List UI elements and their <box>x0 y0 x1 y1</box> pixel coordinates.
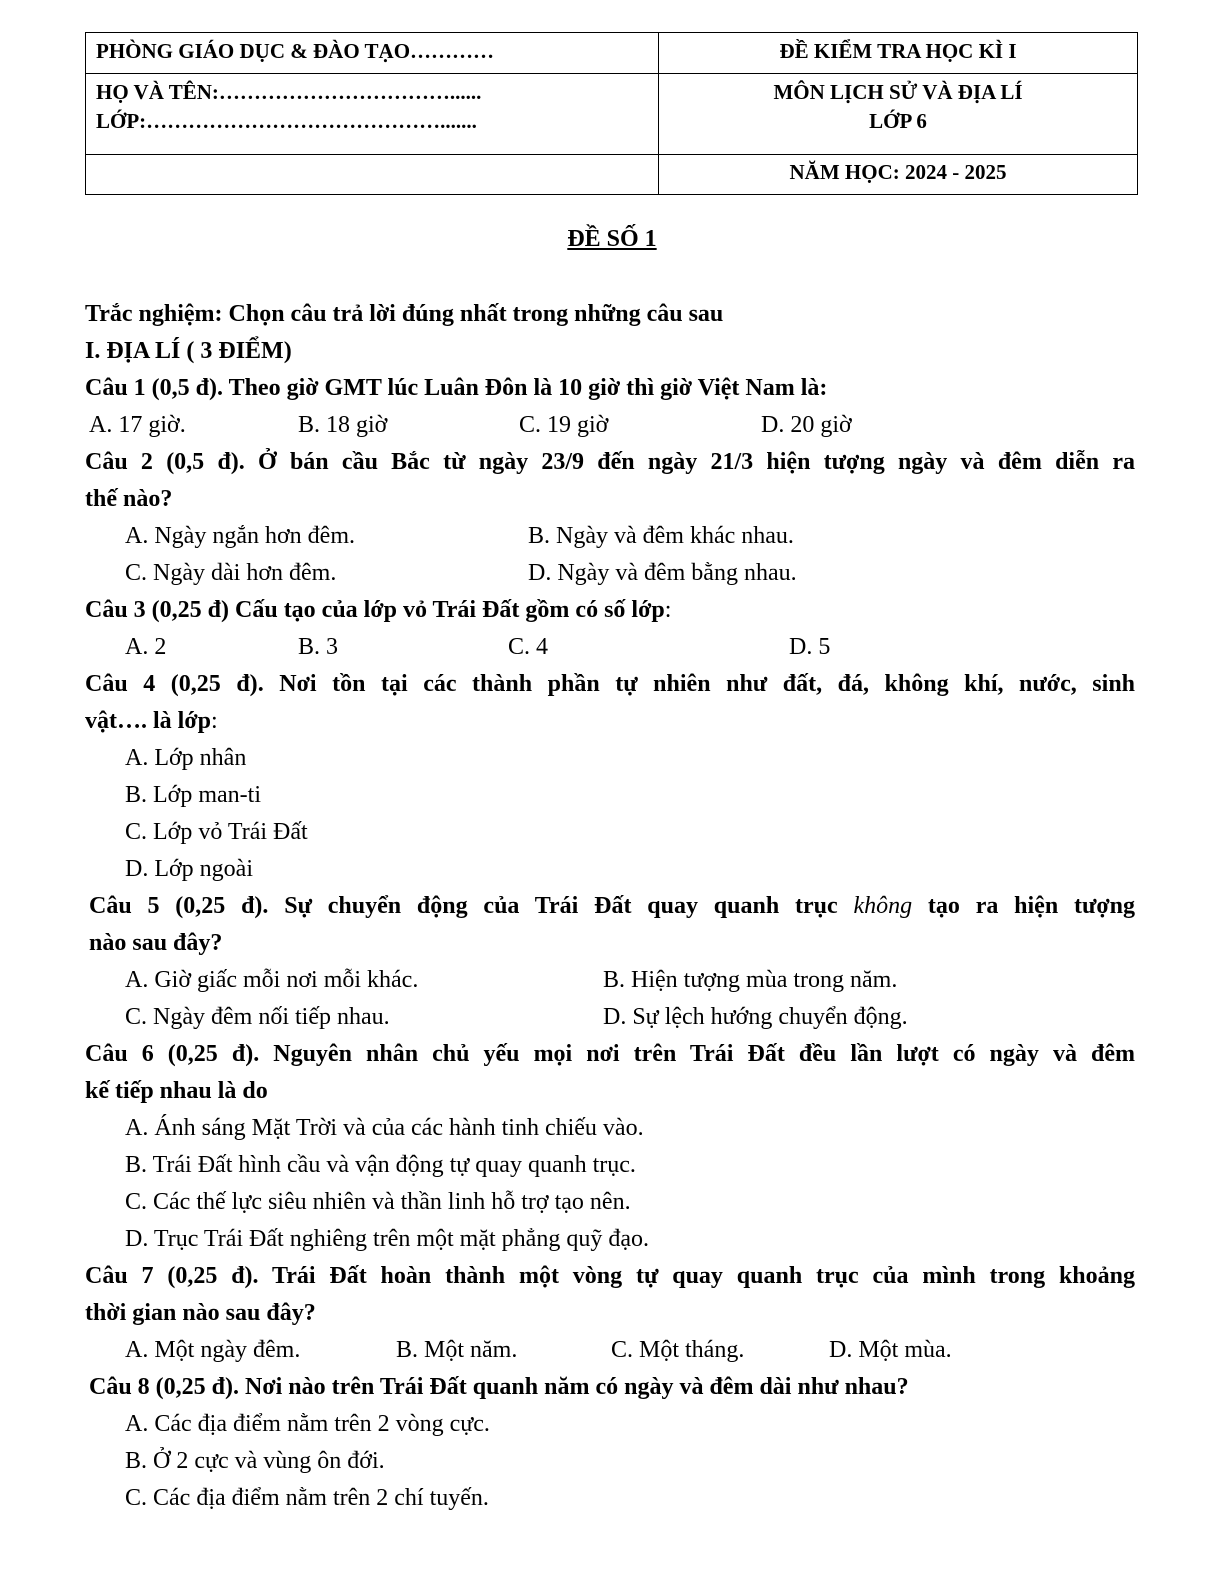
option-b: B. 3 <box>298 634 339 660</box>
option-d: D. 20 giờ <box>761 412 852 438</box>
question-5-options-row-1 <box>85 962 1135 999</box>
question-3-text: Câu 3 (0,25 đ) Cấu tạo của lớp vỏ Trái Đất gồm có số lớp <box>85 597 665 623</box>
option-b: B. Lớp man-ti <box>125 782 262 808</box>
option-c: C. Một tháng. <box>611 1337 745 1363</box>
question-4-text: . Nơi tồn tại các thành phần tự nhiên như đất, đá, không khí, nước, sinh <box>257 671 1136 697</box>
question-3-colon: : <box>664 597 672 623</box>
option-b: B. Một năm. <box>396 1337 518 1363</box>
option-d: D. Ngày và đêm bằng nhau. <box>528 560 797 586</box>
student-info-cell <box>86 74 659 155</box>
subject-cell <box>659 74 1138 155</box>
option-d: D. Một mùa. <box>829 1337 952 1363</box>
question-7-line-1: Câu 7 (0,25 đ). Trái Đất hoàn thành một vòng tự quay quanh trục của mình trong khoảng <box>85 1263 1135 1289</box>
question-6-line-1: Câu 6 (0,25 đ). Nguyên nhân chủ yếu mọi nơi trên Trái Đất đều lần lượt có ngày và đêm <box>85 1041 1135 1067</box>
option-b: B. Ở 2 cực và vùng ôn đới. <box>125 1448 385 1474</box>
question-7-line-2: thời gian nào sau đây? <box>85 1300 316 1326</box>
option-b: B. Trái Đất hình cầu và vận động tự quay quanh trục. <box>125 1152 636 1178</box>
department-cell <box>86 33 659 74</box>
school-year-cell <box>659 155 1138 195</box>
option-a: A. Giờ giấc mỗi nơi mỗi khác. <box>125 967 419 993</box>
option-a: A. Ngày ngắn hơn đêm. <box>125 523 355 549</box>
question-1: Câu 1 (0,5 đ). Theo giờ GMT lúc Luân Đôn là 10 giờ thì giờ Việt Nam là: <box>85 375 828 401</box>
option-a: A. 2 <box>125 634 167 660</box>
question-5-text-pre: Câu 5 (0,25 đ). Sự chuyển động của Trái Đất quay quanh trục <box>89 893 838 919</box>
question-5-text-post: tạo ra hiện tượng <box>927 893 1136 919</box>
option-c: C. Ngày đêm nối tiếp nhau. <box>125 1004 390 1030</box>
exam-title: ĐỀ KIỂM TRA HỌC KÌ I <box>779 39 1017 63</box>
question-2-line-1: Câu 2 (0,5 đ). Ở bán cầu Bắc từ ngày 23/9 đến ngày 21/3 hiện tượng ngày và đêm diễn ra <box>85 449 1135 475</box>
question-2-options-row-2 <box>85 555 1135 592</box>
option-a: A. Một ngày đêm. <box>125 1337 301 1363</box>
option-c: C. Các địa điểm nằm trên 2 chí tuyến. <box>125 1485 489 1511</box>
question-3 <box>85 592 1135 629</box>
question-1-options <box>85 407 1135 444</box>
option-c: C. Lớp vỏ Trái Đất <box>125 819 308 845</box>
question-5-line-1 <box>85 888 1135 925</box>
section-title: I. ĐỊA LÍ ( 3 ĐIỂM) <box>85 338 292 364</box>
question-4-lead: Câu 4 (0,25 đ) <box>85 671 258 697</box>
option-d: D. Sự lệch hướng chuyển động. <box>603 1004 908 1030</box>
question-5-emphasis: không <box>853 893 913 919</box>
question-4-line-2 <box>85 703 1135 740</box>
school-year: NĂM HỌC: 2024 - 2025 <box>789 160 1007 184</box>
instruction: Trắc nghiệm: Chọn câu trả lời đúng nhất trong những câu sau <box>85 301 724 327</box>
empty-cell <box>86 155 659 195</box>
option-d: D. Lớp ngoài <box>125 856 254 882</box>
header-table <box>85 32 1138 195</box>
question-2-options-row-1 <box>85 518 1135 555</box>
option-c: C. 19 giờ <box>519 412 609 438</box>
question-8: Câu 8 (0,25 đ). Nơi nào trên Trái Đất quanh năm có ngày và đêm dài như nhau? <box>89 1374 909 1400</box>
option-d: D. Trục Trái Đất nghiêng trên một mặt phẳng quỹ đạo. <box>125 1226 649 1252</box>
question-5-line-2: nào sau đây? <box>89 930 223 956</box>
question-6-line-2: kế tiếp nhau là do <box>85 1078 268 1104</box>
question-5-options-row-2 <box>85 999 1135 1036</box>
department: PHÒNG GIÁO DỤC & ĐÀO TẠO………… <box>96 39 495 63</box>
option-a: A. Ánh sáng Mặt Trời và của các hành tinh chiếu vào. <box>125 1115 644 1141</box>
question-2-line-2: thế nào? <box>85 486 173 512</box>
question-4-text-2: vật…. là lớp <box>85 708 211 734</box>
option-c: C. Ngày dài hơn đêm. <box>125 560 337 586</box>
question-4-line-1 <box>85 666 1135 703</box>
name-label: HỌ VÀ TÊN:……………………………...... <box>96 80 482 104</box>
question-3-options <box>85 629 1135 666</box>
grade: LỚP 6 <box>869 109 927 133</box>
question-7-options <box>85 1332 1135 1369</box>
option-a: A. 17 giờ. <box>89 412 186 438</box>
option-c: C. Các thế lực siêu nhiên và thần linh hỗ trợ tạo nên. <box>125 1189 631 1215</box>
exam-title-cell <box>659 33 1138 74</box>
option-c: C. 4 <box>508 634 549 660</box>
option-a: A. Các địa điểm nằm trên 2 vòng cực. <box>125 1411 490 1437</box>
class-label: LỚP:……………………………………....... <box>96 109 477 133</box>
option-d: D. 5 <box>789 634 831 660</box>
option-b: B. Hiện tượng mùa trong năm. <box>603 967 898 993</box>
question-4-colon: : <box>210 708 218 734</box>
option-b: B. Ngày và đêm khác nhau. <box>528 523 794 549</box>
option-a: A. Lớp nhân <box>125 745 247 771</box>
subject: MÔN LỊCH SỬ VÀ ĐỊA LÍ <box>773 80 1023 104</box>
exam-content <box>85 296 1135 1517</box>
exam-number: ĐỀ SỐ 1 <box>567 226 657 252</box>
option-b: B. 18 giờ <box>298 412 388 438</box>
